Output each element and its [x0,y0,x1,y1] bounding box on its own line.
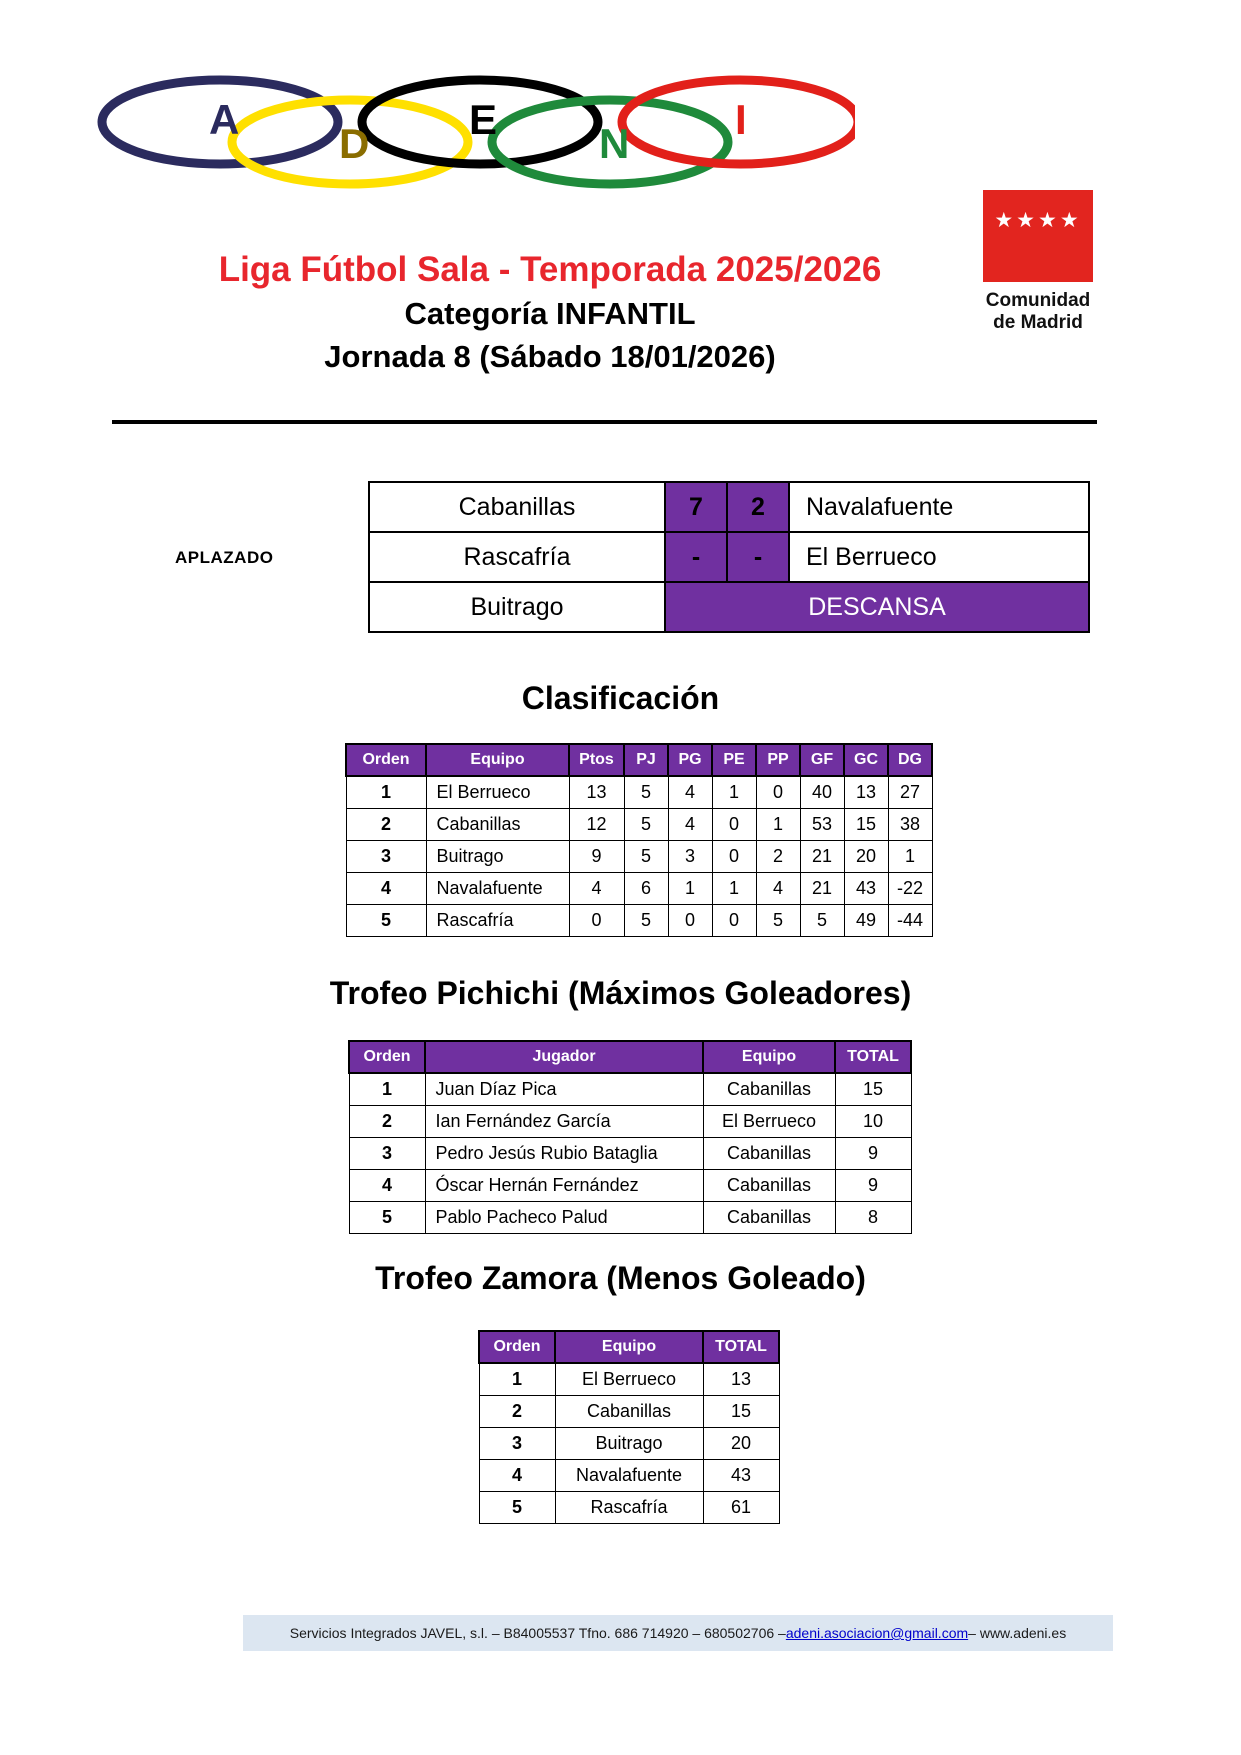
cell-total: 9 [835,1138,911,1170]
table-row [346,809,932,841]
column-header-gc: GC [844,744,888,776]
cell-equipo: El Berrueco [555,1363,703,1396]
table-row [346,905,932,937]
svg-text:I: I [735,96,747,143]
cell-pe: 0 [712,841,756,873]
column-header-gf: GF [800,744,844,776]
cell-jugador: Pablo Pacheco Palud [425,1202,703,1234]
cell-jugador: Óscar Hernán Fernández [425,1170,703,1202]
pichichi-title: Trofeo Pichichi (Máximos Goleadores) [329,975,912,1011]
cell-orden: 3 [346,841,426,873]
table-row [479,1396,779,1428]
column-header-orden: Orden [346,744,426,776]
cell-equipo: Buitrago [555,1428,703,1460]
footer-bar [243,1615,1113,1651]
cell-pj: 6 [624,873,668,905]
cell-ptos: 0 [569,905,624,937]
cell-gc: 15 [844,809,888,841]
cell-orden: 1 [479,1363,555,1396]
cell-pg: 4 [668,809,712,841]
cell-ptos: 9 [569,841,624,873]
cell-gc: 20 [844,841,888,873]
cell-orden: 4 [346,873,426,905]
match-away-team: El Berrueco [789,532,1089,582]
cell-pp: 5 [756,905,800,937]
matchday-subtitle: Jornada 8 (Sábado 18/01/2026) [324,338,776,374]
table-header-row [349,1041,911,1073]
cell-total: 8 [835,1202,911,1234]
stars-icon: ★★★★ [994,209,1082,232]
table-row [369,482,1089,532]
cell-orden: 3 [479,1428,555,1460]
cell-total: 20 [703,1428,779,1460]
cell-equipo: Cabanillas [703,1202,835,1234]
column-header-total: TOTAL [703,1331,779,1363]
column-header-jugador: Jugador [425,1041,703,1073]
cell-equipo: Cabanillas [703,1170,835,1202]
cell-equipo: Cabanillas [703,1138,835,1170]
cell-orden: 5 [346,905,426,937]
cell-dg: 1 [888,841,932,873]
cell-orden: 4 [479,1460,555,1492]
match-away-score: - [727,532,789,582]
match-away-score: 2 [727,482,789,532]
cell-jugador: Juan Díaz Pica [425,1073,703,1106]
cell-equipo: Navalafuente [555,1460,703,1492]
page-title: Liga Fútbol Sala - Temporada 2025/2026 [218,250,882,289]
cell-equipo: Rascafría [555,1492,703,1524]
cell-orden: 3 [349,1138,425,1170]
match-home-team: Cabanillas [369,482,665,532]
page-title-block [110,250,990,377]
column-header-pp: PP [756,744,800,776]
svg-text:D: D [339,120,370,167]
table-row [479,1428,779,1460]
cell-pe: 0 [712,809,756,841]
cell-pp: 2 [756,841,800,873]
column-header-dg: DG [888,744,932,776]
cell-jugador: Ian Fernández García [425,1106,703,1138]
cell-equipo: Cabanillas [703,1073,835,1106]
footer-text-before: Servicios Integrados JAVEL, s.l. – B84005537 Tfno. 686 714920 – 680502706 – [289,1625,786,1641]
cell-pj: 5 [624,905,668,937]
column-header-equipo: Equipo [555,1331,703,1363]
zamora-title: Trofeo Zamora (Menos Goleado) [375,1260,866,1296]
comunidad-line1: Comunidad [985,290,1091,311]
cell-pj: 5 [624,776,668,809]
cell-orden: 1 [346,776,426,809]
column-header-orden: Orden [479,1331,555,1363]
table-header-row [479,1331,779,1363]
svg-text:A: A [209,96,240,143]
cell-equipo: Cabanillas [426,809,569,841]
madrid-flag-icon [983,190,1093,282]
table-row [346,776,932,809]
table-row [346,841,932,873]
cell-dg: 38 [888,809,932,841]
adeni-logo [95,72,855,197]
cell-gf: 21 [800,841,844,873]
column-header-ptos: Ptos [569,744,624,776]
cell-dg: -44 [888,905,932,937]
comunidad-line2: de Madrid [993,311,1083,333]
cell-gc: 13 [844,776,888,809]
cell-total: 61 [703,1492,779,1524]
cell-dg: -22 [888,873,932,905]
cell-pj: 5 [624,809,668,841]
column-header-equipo: Equipo [426,744,569,776]
cell-orden: 1 [349,1073,425,1106]
column-header-pj: PJ [624,744,668,776]
cell-equipo: Buitrago [426,841,569,873]
match-descansa: DESCANSA [665,582,1089,632]
footer-text-after: – www.adeni.es [968,1625,1067,1641]
cell-orden: 2 [479,1396,555,1428]
cell-equipo: Cabanillas [555,1396,703,1428]
cell-pg: 4 [668,776,712,809]
cell-total: 43 [703,1460,779,1492]
cell-total: 15 [835,1073,911,1106]
table-row [349,1073,911,1106]
header-divider [112,420,1097,424]
cell-gc: 43 [844,873,888,905]
cell-ptos: 13 [569,776,624,809]
results-table [368,481,1090,633]
table-row [479,1460,779,1492]
table-row [479,1492,779,1524]
cell-gf: 53 [800,809,844,841]
category-subtitle: Categoría INFANTIL [404,296,696,332]
cell-dg: 27 [888,776,932,809]
table-row [369,532,1089,582]
cell-gf: 21 [800,873,844,905]
cell-orden: 4 [349,1170,425,1202]
table-row [479,1363,779,1396]
cell-ptos: 12 [569,809,624,841]
cell-equipo: Navalafuente [426,873,569,905]
cell-orden: 2 [349,1106,425,1138]
clasificacion-title: Clasificación [521,680,720,716]
cell-total: 13 [703,1363,779,1396]
column-header-pe: PE [712,744,756,776]
cell-total: 10 [835,1106,911,1138]
column-header-orden: Orden [349,1041,425,1073]
match-home-score: 7 [665,482,727,532]
table-header-row [346,744,932,776]
svg-text:N: N [599,120,630,167]
cell-equipo: Rascafría [426,905,569,937]
cell-total: 15 [703,1396,779,1428]
cell-pp: 4 [756,873,800,905]
footer-email-link[interactable]: adeni.asociacion@gmail.com [785,1625,969,1641]
cell-pe: 0 [712,905,756,937]
table-row [346,873,932,905]
cell-ptos: 4 [569,873,624,905]
cell-equipo: El Berrueco [703,1106,835,1138]
table-row [349,1106,911,1138]
cell-gf: 40 [800,776,844,809]
cell-orden: 5 [479,1492,555,1524]
table-row [349,1170,911,1202]
cell-gc: 49 [844,905,888,937]
cell-pg: 1 [668,873,712,905]
zamora-table [478,1330,780,1524]
cell-orden: 2 [346,809,426,841]
cell-pj: 5 [624,841,668,873]
cell-pg: 3 [668,841,712,873]
cell-pp: 1 [756,809,800,841]
cell-pe: 1 [712,873,756,905]
column-header-pg: PG [668,744,712,776]
cell-pp: 0 [756,776,800,809]
table-row [369,582,1089,632]
svg-text:E: E [469,96,498,143]
cell-pg: 0 [668,905,712,937]
cell-total: 9 [835,1170,911,1202]
match-home-team: Buitrago [369,582,665,632]
table-row [349,1202,911,1234]
cell-orden: 5 [349,1202,425,1234]
match-home-team: Rascafría [369,532,665,582]
match-home-score: - [665,532,727,582]
cell-equipo: El Berrueco [426,776,569,809]
column-header-equipo: Equipo [703,1041,835,1073]
table-row [349,1138,911,1170]
pichichi-table [348,1040,912,1234]
aplazado-label: APLAZADO [175,548,274,567]
match-away-team: Navalafuente [789,482,1089,532]
cell-jugador: Pedro Jesús Rubio Bataglia [425,1138,703,1170]
column-header-total: TOTAL [835,1041,911,1073]
cell-gf: 5 [800,905,844,937]
clasificacion-table [345,743,933,937]
cell-pe: 1 [712,776,756,809]
